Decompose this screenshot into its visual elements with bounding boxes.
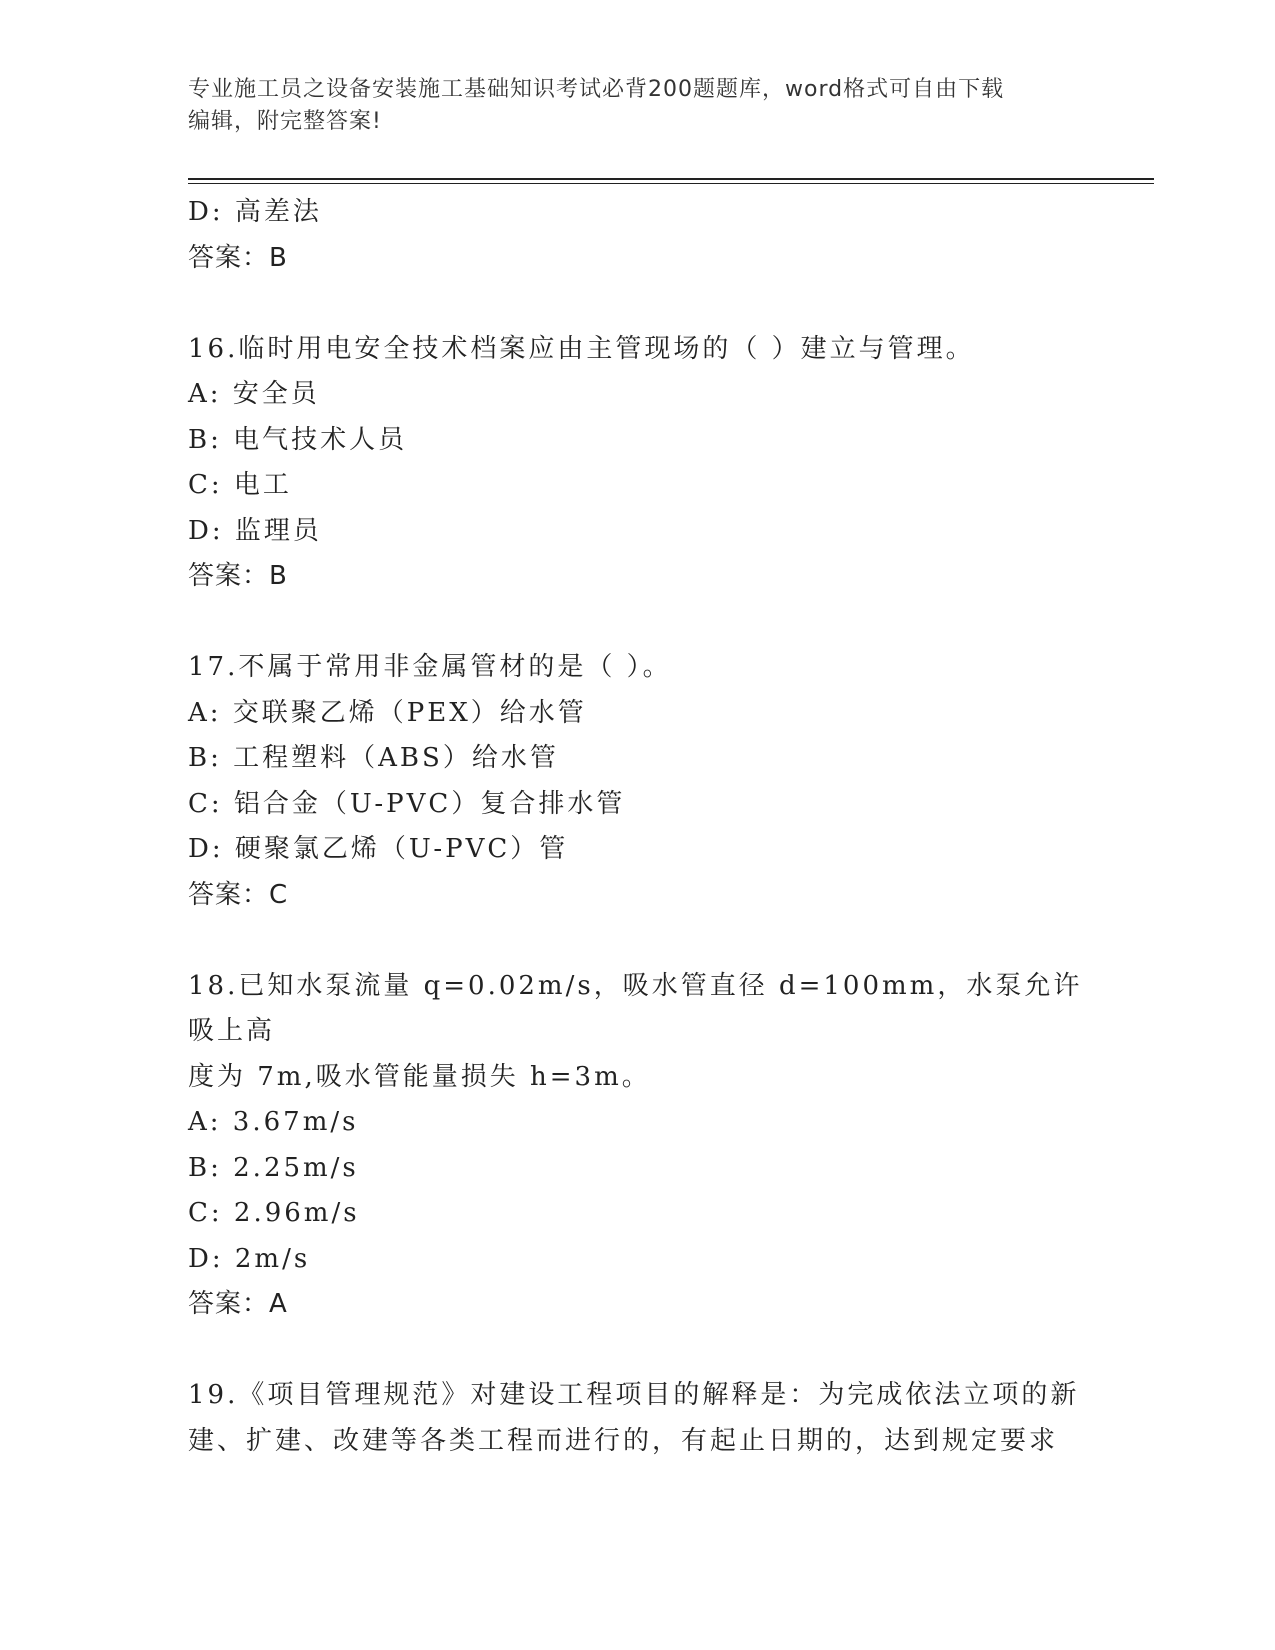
spacer xyxy=(188,1328,1088,1374)
answer-line: 答案：B xyxy=(188,561,288,591)
header-rule-thin xyxy=(188,183,1154,184)
previous-question-tail xyxy=(188,190,1088,281)
option-c: C: 2.96m/s xyxy=(188,1198,360,1228)
option-b: B: 2.25m/s xyxy=(188,1152,359,1183)
option-d: D: 2m/s xyxy=(188,1243,311,1274)
option-d: D: 监理员 xyxy=(188,515,322,546)
question-stem: 17.不属于常用非金属管材的是（ ）。 xyxy=(188,652,672,682)
answer-line: 答案：C xyxy=(188,879,289,910)
option-d: D: 硬聚氯乙烯（U-PVC）管 xyxy=(188,834,569,864)
option-c: C: 铝合金（U-PVC）复合排水管 xyxy=(188,788,626,819)
question-stem: 16.临时用电安全技术档案应由主管现场的（ ）建立与管理。 xyxy=(188,333,975,364)
question-19 xyxy=(188,1373,1088,1464)
question-stem-line-1: 19.《项目管理规范》对建设工程项目的解释是：为完成依法立项的新 xyxy=(188,1380,1080,1410)
answer-line: 答案：B xyxy=(188,242,288,273)
document-body xyxy=(188,190,1088,1464)
header-line-1: 专业施工员之设备安装施工基础知识考试必背200题题库，word格式可自由下载 xyxy=(188,77,1005,102)
question-17 xyxy=(188,645,1088,918)
header-rule-thick xyxy=(188,178,1154,180)
option-a: A: 安全员 xyxy=(188,379,320,409)
question-stem-line-2: 建、扩建、改建等各类工程而进行的，有起止日期的，达到规定要求 xyxy=(188,1425,1059,1456)
option-c: C: 电工 xyxy=(188,470,292,500)
question-stem-line-2: 度为 7m,吸水管能量损失 h=3m。 xyxy=(188,1061,651,1092)
question-16 xyxy=(188,327,1088,600)
spacer xyxy=(188,600,1088,646)
option-b: B: 工程塑料（ABS）给水管 xyxy=(188,743,559,773)
option-d: D: 高差法 xyxy=(188,197,322,227)
document-header xyxy=(188,74,1088,138)
spacer xyxy=(188,918,1088,964)
option-a: A: 交联聚乙烯（PEX）给水管 xyxy=(188,697,587,728)
question-stem-line-1: 18.已知水泵流量 q=0.02m/s，吸水管直径 d=100mm，水泵允许吸上高 xyxy=(188,970,1083,1046)
question-18 xyxy=(188,964,1088,1328)
spacer xyxy=(188,281,1088,327)
option-b: B: 电气技术人员 xyxy=(188,424,408,455)
header-line-2: 编辑，附完整答案! xyxy=(188,109,382,134)
option-a: A: 3.67m/s xyxy=(188,1107,359,1137)
answer-line: 答案：A xyxy=(188,1289,288,1319)
